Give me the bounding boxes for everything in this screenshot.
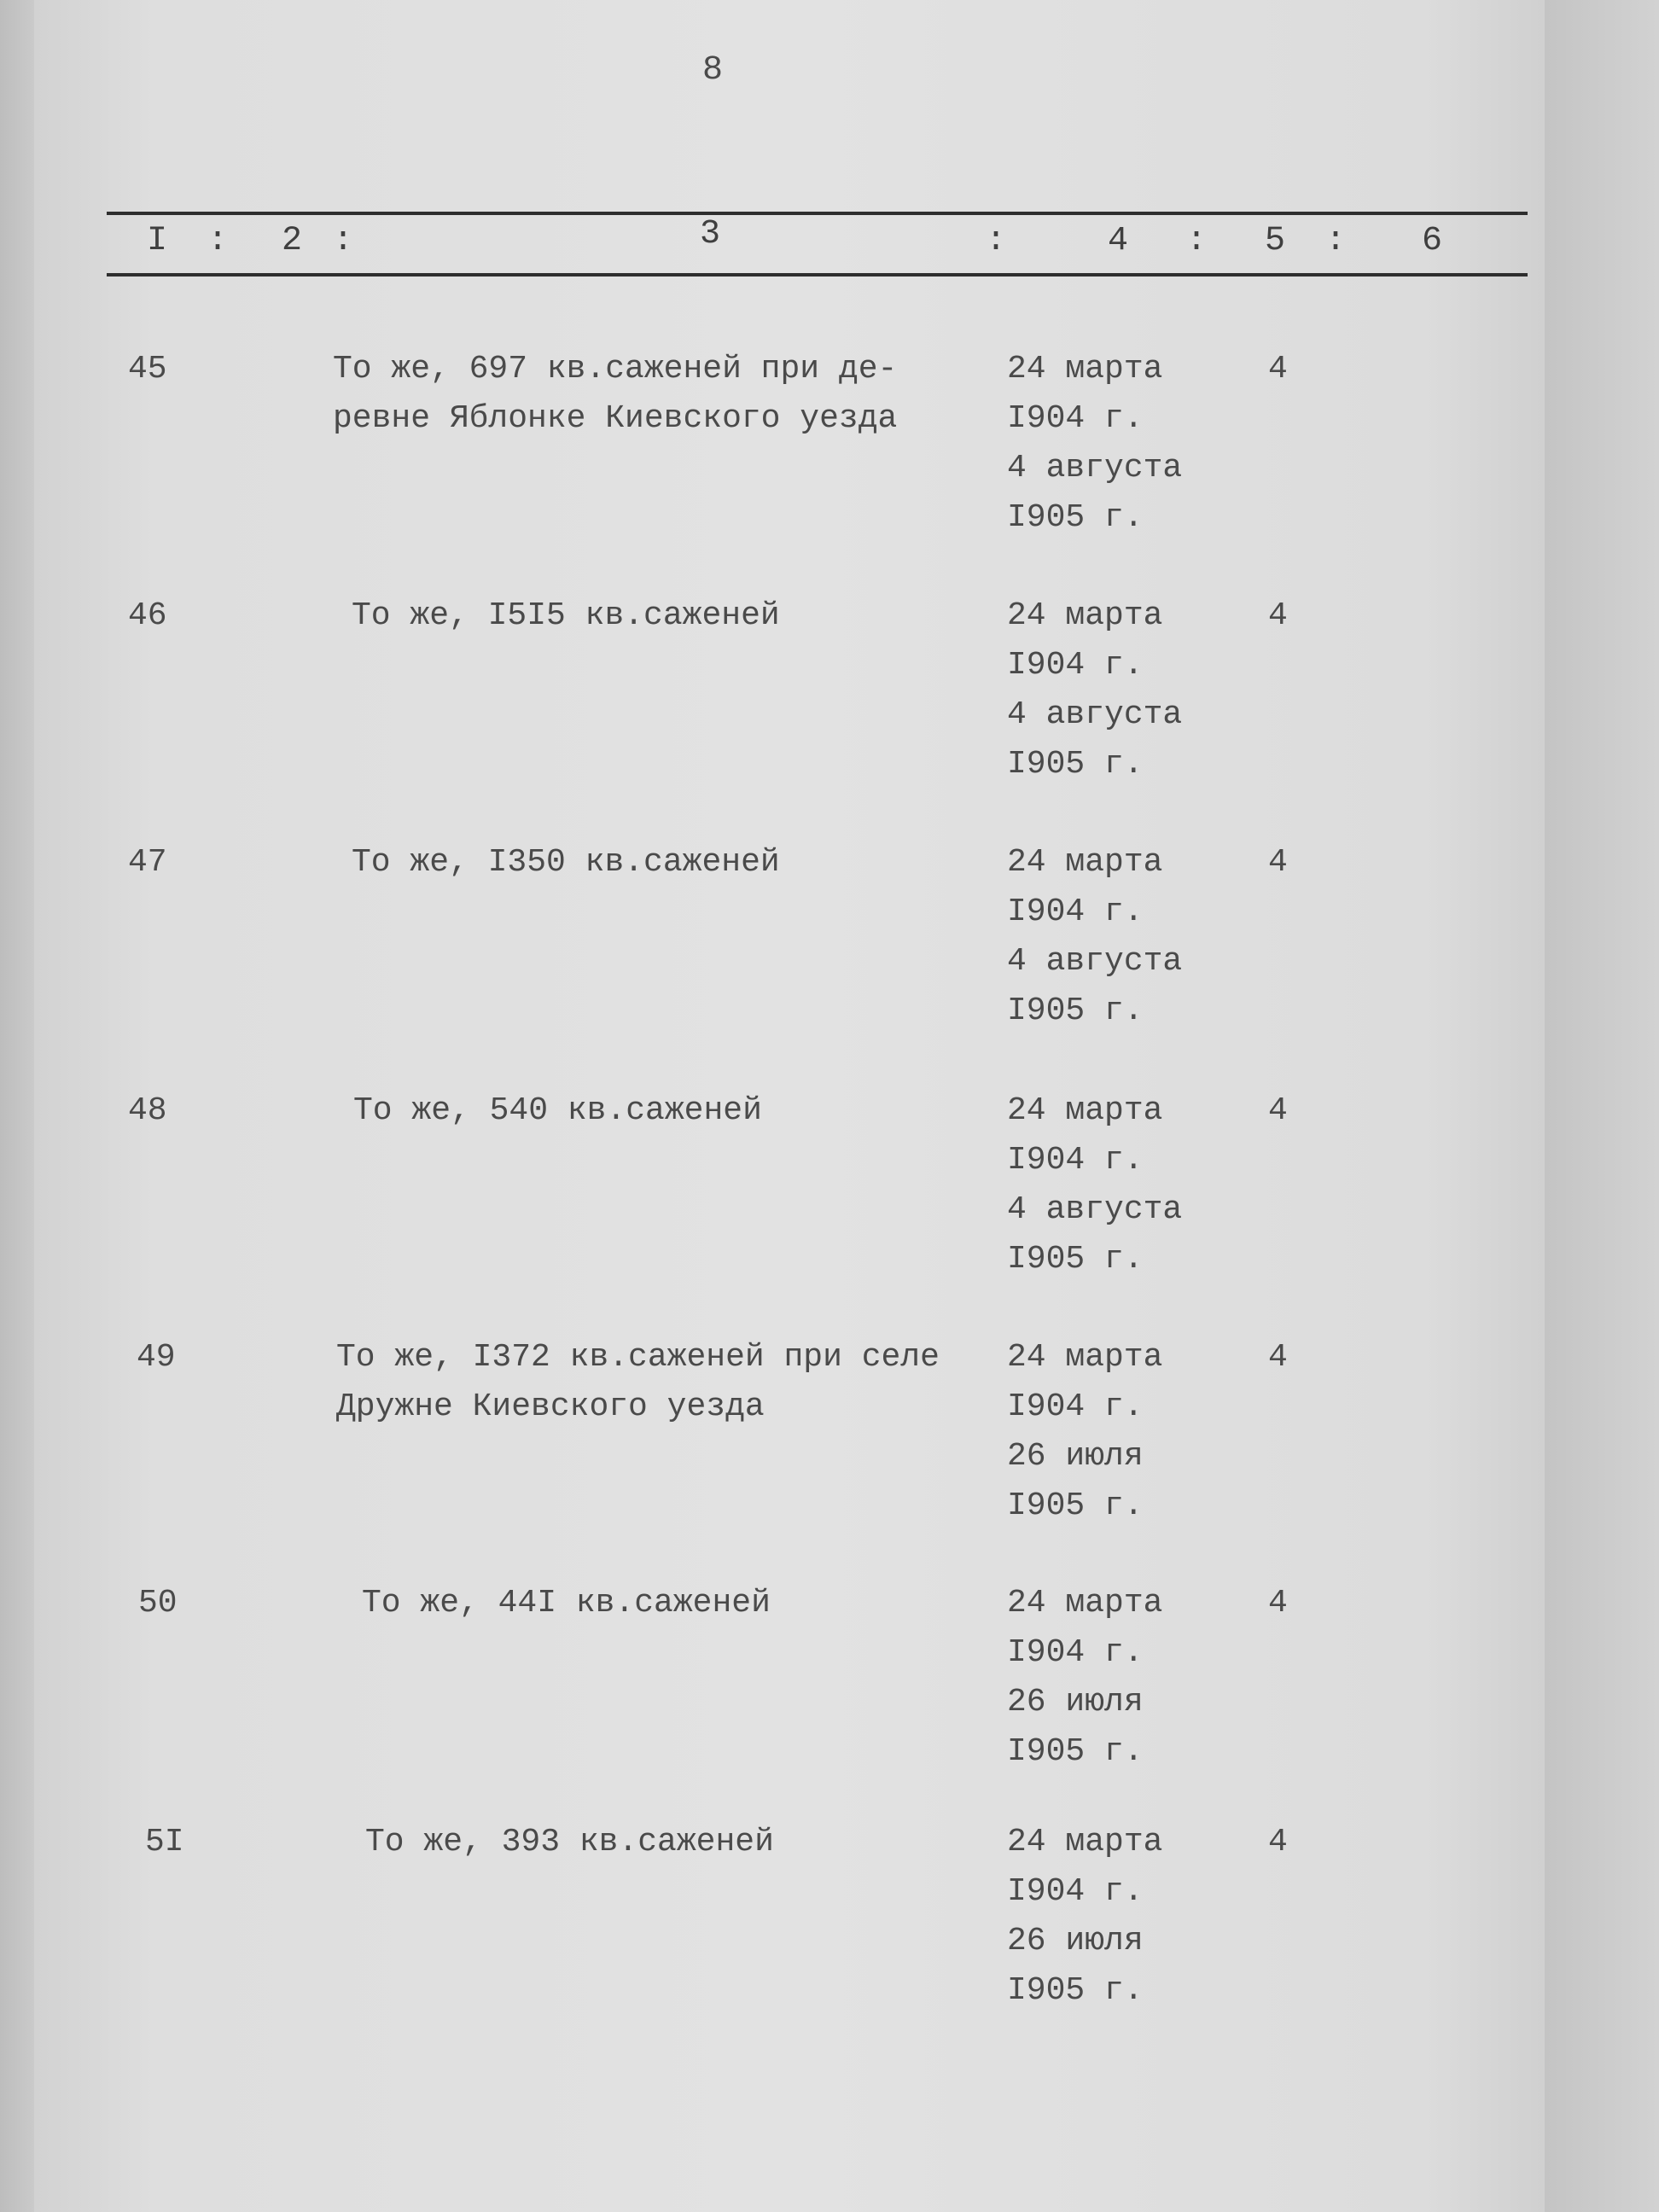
header-col-1: I bbox=[147, 222, 168, 260]
row-number: 50 bbox=[138, 1585, 178, 1621]
header-col-4: 4 bbox=[1108, 222, 1129, 260]
row-dates bbox=[1007, 1818, 1229, 2016]
binding-edge bbox=[0, 0, 34, 2212]
table-header-bottom-rule bbox=[107, 273, 1528, 276]
row-col5-value: 4 bbox=[1268, 844, 1288, 881]
date-line: 24 марта bbox=[1007, 1339, 1163, 1376]
date-line: I905 г. bbox=[1007, 1487, 1144, 1524]
date-line: I905 г. bbox=[1007, 499, 1144, 536]
header-col-5: 5 bbox=[1265, 222, 1286, 260]
row-dates bbox=[1007, 1579, 1229, 1777]
row-number: 46 bbox=[128, 597, 167, 634]
date-line: 4 августа bbox=[1007, 943, 1183, 980]
date-line: I905 г. bbox=[1007, 1972, 1144, 2009]
date-line: I904 г. bbox=[1007, 647, 1144, 684]
row-number: 47 bbox=[128, 844, 167, 881]
date-line: 26 июля bbox=[1007, 1438, 1144, 1475]
date-line: 4 августа bbox=[1007, 1191, 1183, 1228]
date-line: 24 марта bbox=[1007, 844, 1163, 881]
header-separator: : bbox=[333, 222, 354, 260]
date-line: I905 г. bbox=[1007, 1241, 1144, 1278]
row-dates bbox=[1007, 1333, 1229, 1531]
row-number: 48 bbox=[128, 1092, 167, 1129]
date-line: 24 марта bbox=[1007, 351, 1163, 387]
row-description: То же, I5I5 кв.саженей bbox=[352, 597, 780, 634]
row-dates bbox=[1007, 591, 1229, 789]
row-dates bbox=[1007, 1086, 1229, 1284]
row-col5-value: 4 bbox=[1268, 351, 1288, 387]
row-description: То же, I372 кв.саженей при селе Дружне Киевского уезда bbox=[336, 1339, 940, 1425]
row-dates bbox=[1007, 838, 1229, 1036]
date-line: I904 г. bbox=[1007, 1142, 1144, 1179]
row-col5-value: 4 bbox=[1268, 1339, 1288, 1376]
date-line: I904 г. bbox=[1007, 400, 1144, 437]
date-line: 26 июля bbox=[1007, 1684, 1144, 1720]
date-line: 4 августа bbox=[1007, 450, 1183, 486]
date-line: I904 г. bbox=[1007, 1634, 1144, 1671]
row-description: То же, 393 кв.саженей bbox=[365, 1824, 774, 1860]
row-col5-value: 4 bbox=[1268, 1585, 1288, 1621]
header-separator: : bbox=[986, 222, 1007, 260]
table-header-top-rule bbox=[107, 212, 1528, 215]
row-number: 45 bbox=[128, 351, 167, 387]
row-col5-value: 4 bbox=[1268, 597, 1288, 634]
row-number: 5I bbox=[145, 1824, 184, 1860]
date-line: I904 г. bbox=[1007, 894, 1144, 930]
header-col-2: 2 bbox=[282, 222, 303, 260]
header-col-6: 6 bbox=[1422, 222, 1443, 260]
row-col5-value: 4 bbox=[1268, 1092, 1288, 1129]
page-edge bbox=[1545, 0, 1659, 2212]
header-separator: : bbox=[1186, 222, 1208, 260]
date-line: I904 г. bbox=[1007, 1873, 1144, 1910]
header-col-3: 3 bbox=[700, 215, 721, 253]
date-line: 24 марта bbox=[1007, 1585, 1163, 1621]
date-line: I905 г. bbox=[1007, 1733, 1144, 1770]
date-line: I904 г. bbox=[1007, 1388, 1144, 1425]
row-description: То же, 697 кв.саженей при де- ревне Яблонке Киевского уезда bbox=[333, 351, 898, 437]
row-description: То же, 44I кв.саженей bbox=[362, 1585, 771, 1621]
date-line: 24 марта bbox=[1007, 1092, 1163, 1129]
row-dates bbox=[1007, 345, 1229, 543]
date-line: 4 августа bbox=[1007, 696, 1183, 733]
date-line: 24 марта bbox=[1007, 1824, 1163, 1860]
date-line: I905 г. bbox=[1007, 992, 1144, 1029]
header-separator: : bbox=[1325, 222, 1347, 260]
row-description: То же, I350 кв.саженей bbox=[352, 844, 780, 881]
row-description: То же, 540 кв.саженей bbox=[353, 1092, 762, 1129]
date-line: 24 марта bbox=[1007, 597, 1163, 634]
page-number: 8 bbox=[701, 51, 723, 90]
row-col5-value: 4 bbox=[1268, 1824, 1288, 1860]
date-line: 26 июля bbox=[1007, 1923, 1144, 1959]
header-separator: : bbox=[207, 222, 229, 260]
row-number: 49 bbox=[137, 1339, 176, 1376]
date-line: I905 г. bbox=[1007, 746, 1144, 783]
